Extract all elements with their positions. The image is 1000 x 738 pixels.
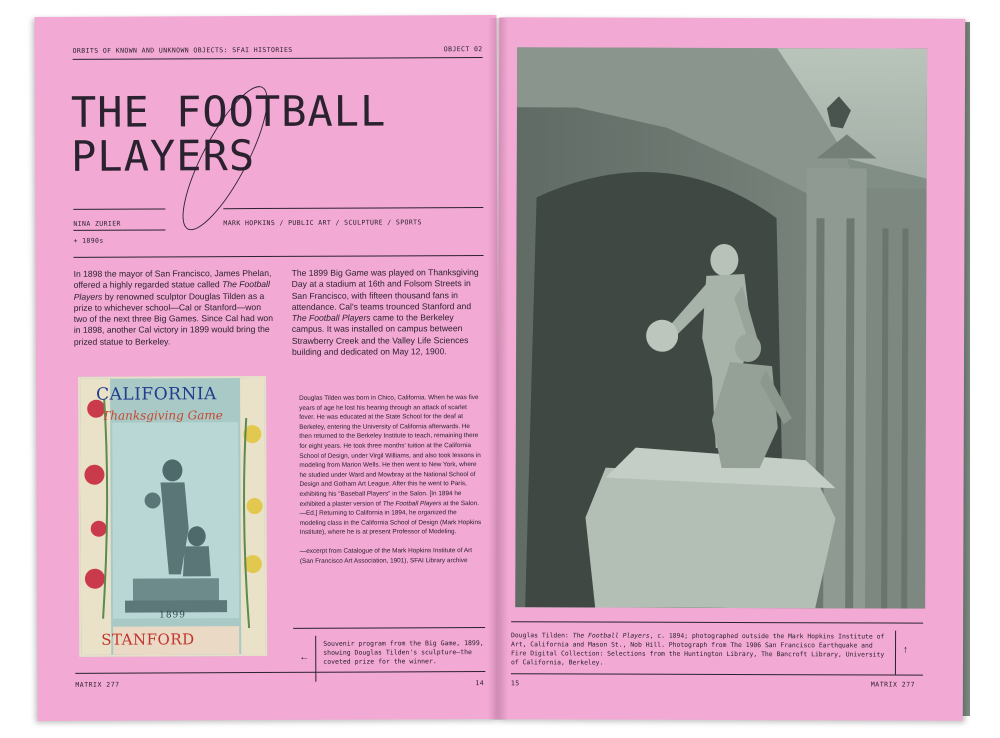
- pointer-divider: [895, 631, 896, 675]
- col1-artwork-title: The Football Players: [73, 279, 270, 302]
- note-text-a: Douglas Tilden was born in Chico, California. When he was five years of age he lost his hearing through an attack of scarlet fever. He was educated at the State School for the deaf at Berkeley, entering the University of California afterwards. He then returned to the Berkeley Institute to teach, remaining there for eight years. He took three months' tuition at the California School of Design, under Virgil Williams, and also took lessons in modeling from Marion Wells. He then went to New York, where he studied under Ward and Mowbray at the National School of Design and Gotham Art League. After this he went to Paris, exhibiting his "Baseball Players" in the Salon. [In 1894 he exhibited a plaster version of: [299, 394, 481, 508]
- col2-text-a: The 1899 Big Game was played on Thanksgiving Day at a stadium at 16th and Folsom Streets in San Francisco, with fifteen thousand fans in attendance. Cal's teams trounced Stanford and: [291, 267, 479, 312]
- author-name: NINA ZURIER: [73, 219, 121, 228]
- spine-shadow: [488, 18, 508, 720]
- note-excerpt-source: —excerpt from Catalogue of the Mark Hopkins Institute of Art (San Francisco Art Association, 1901), SFAI Library archive: [299, 547, 473, 565]
- title-line-2: PLAYERS: [70, 131, 256, 181]
- body-column-1: [74, 268, 274, 348]
- footer-magazine-right: MATRIX 277: [870, 680, 916, 689]
- left-arrow-icon: ←: [299, 651, 310, 663]
- header-rule: [73, 57, 483, 60]
- left-page: [34, 15, 499, 721]
- page-number-right: 15: [510, 679, 520, 688]
- credit-top-rule: [511, 621, 923, 623]
- football-players-statue-photo: [515, 47, 927, 608]
- credit-text-a: Douglas Tilden:: [511, 631, 573, 640]
- souvenir-program-image: [78, 376, 267, 657]
- up-arrow-icon: ↑: [903, 644, 909, 656]
- tag-list: MARK HOPKINS / PUBLIC ART / SCULPTURE / SPORTS: [223, 218, 422, 228]
- photo-pointer: [895, 631, 923, 675]
- footer-rule-right: [511, 673, 923, 675]
- page-number-left: 14: [475, 679, 485, 688]
- statue-photograph: [515, 47, 927, 608]
- body-top-rule: [74, 255, 484, 258]
- program-caption: [293, 635, 493, 682]
- title-line-1: THE FOOTBALL: [70, 86, 387, 137]
- photo-credit: [511, 631, 891, 668]
- footer-magazine-left: MATRIX 277: [75, 680, 120, 689]
- caption-rule: [293, 627, 485, 629]
- caption-divider: [315, 636, 316, 682]
- tags-rule: [223, 207, 483, 209]
- article-title: [70, 86, 387, 181]
- program-california-heading: CALIFORNIA: [96, 384, 217, 405]
- author-rule: [73, 208, 165, 209]
- credit-artwork-title: The Football Players: [572, 631, 650, 640]
- right-page: [497, 17, 965, 721]
- col2-text-b: came to the Berkeley campus. It was installed on campus between Strawberry Creek and the Valley Life Sciences building and dedicated on May 12, 1900.: [291, 312, 469, 357]
- running-head: [72, 45, 483, 55]
- col1-text-b: by renowned sculptor Douglas Tilden as a prize to whichever school—Cal or Stanford—won two of the next three Big Games. Since Cal had won in 1898, another Cal victory in 1899 would bring the prized statue to Berkeley.: [73, 290, 274, 347]
- credit-text-b: , c. 1894; photographed outside the Mark Hopkins Institute of Art, California and Mason St., Nob Hill. Photograph from The 1906 San Francisco Earthquake and Fire Digital Collection: Selections from the Huntington Library, The Bancroft Library, University of California, Berkeley.: [510, 631, 885, 667]
- date-rule: [73, 229, 165, 230]
- note-artwork-title: The Football Players: [382, 499, 442, 508]
- tilden-biography-note: [299, 393, 482, 566]
- col1-text-a: In 1898 the mayor of San Francisco, James Phelan, offered a highly regarded statue called: [73, 267, 272, 291]
- note-text-b: at the Salon.—Ed.] Returning to California in 1894, he organized the modeling class in the California School of Design (Mark Hopkins Institute), where he is at present Professor of Modeling.: [299, 499, 482, 537]
- program-subtitle: Thanksgiving Game: [102, 408, 223, 423]
- date-tag: + 1890s: [73, 236, 104, 245]
- body-column-2: [292, 267, 486, 358]
- program-stanford-heading: STANFORD: [101, 630, 195, 649]
- caption-text: Souvenir program from the Big Game, 1899, showing Douglas Tilden's sculpture—the coveted prize for the winner.: [323, 639, 484, 666]
- program-year: 1899: [159, 610, 187, 621]
- col2-artwork-title: The Football Players: [291, 312, 371, 324]
- running-head-title: ORBITS OF KNOWN AND UNKNOWN OBJECTS: SFAI HISTORIES: [72, 45, 293, 55]
- object-label: OBJECT 02: [443, 45, 483, 54]
